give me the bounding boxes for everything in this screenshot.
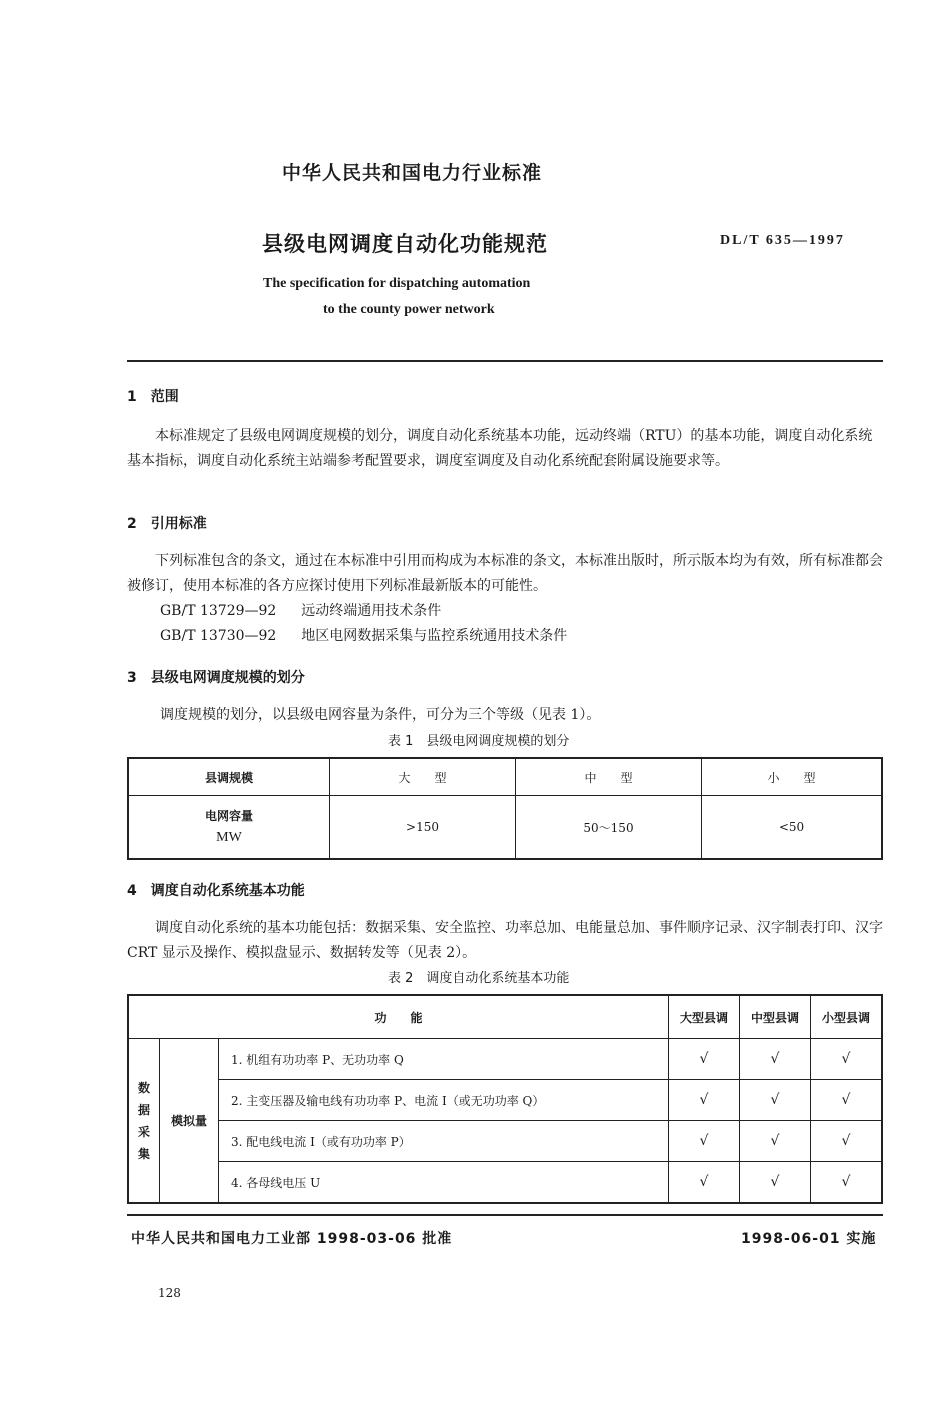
check-mark: √ <box>740 1039 811 1080</box>
table-cell: 2. 主变压器及输电线有功功率 P、电流 I（或无功功率 Q） <box>219 1080 669 1121</box>
table-cell: <50 <box>702 796 883 860</box>
table-cell: 1. 机组有功功率 P、无功功率 Q <box>219 1039 669 1080</box>
table-cell: >150 <box>330 796 516 860</box>
check-mark: √ <box>811 1080 883 1121</box>
group-label: 数据采集 <box>137 1080 150 1161</box>
issuing-organization: 中华人民共和国电力行业标准 <box>282 162 543 184</box>
table-header-cell: 县调规模 <box>128 758 330 796</box>
check-mark: √ <box>669 1121 740 1162</box>
footer-rule <box>127 1214 883 1216</box>
table-header-cell: 中型县调 <box>740 995 811 1039</box>
table-header-cell: 小 型 <box>702 758 883 796</box>
english-title-line-2: to the county power network <box>323 302 495 317</box>
section-1-heading: 1 范围 <box>127 389 179 405</box>
row-label-line-2: MW <box>216 830 242 845</box>
section-3-body: 调度规模的划分，以县级电网容量为条件，可分为三个等级（见表 1）。 <box>160 707 601 723</box>
table-header-cell: 大 型 <box>330 758 516 796</box>
implementation-date: 1998-06-01 实施 <box>741 1231 877 1247</box>
section-2-heading: 2 引用标准 <box>127 516 207 532</box>
reference-name: 远动终端通用技术条件 <box>301 603 442 619</box>
page-number: 128 <box>158 1286 181 1300</box>
table-2 <box>127 994 883 1204</box>
row-label-line-1: 电网容量 <box>204 809 253 823</box>
section-2-body: 下列标准包含的条文，通过在本标准中引用而构成为本标准的条文，本标准出版时，所示版本均为有效，所有标准都会被修订，使用本标准的各方应探讨使用下列标准最新版本的可能性。 <box>127 553 883 594</box>
check-mark: √ <box>811 1162 883 1204</box>
table-header-cell: 大型县调 <box>669 995 740 1039</box>
check-mark: √ <box>740 1121 811 1162</box>
reference-code: GB/T 13730—92 <box>160 628 277 644</box>
check-mark: √ <box>669 1162 740 1204</box>
section-4-heading: 4 调度自动化系统基本功能 <box>127 883 305 899</box>
section-3-heading: 3 县级电网调度规模的划分 <box>127 670 305 686</box>
document-title: 县级电网调度自动化功能规范 <box>262 232 548 256</box>
table-header-cell: 小型县调 <box>811 995 883 1039</box>
reference-code: GB/T 13729—92 <box>160 603 277 619</box>
check-mark: √ <box>740 1162 811 1204</box>
check-mark: √ <box>811 1121 883 1162</box>
table-header-cell: 功 能 <box>128 995 669 1039</box>
standard-code: DL/T 635—1997 <box>720 233 845 248</box>
english-title-line-1: The specification for dispatching automation <box>263 276 531 291</box>
check-mark: √ <box>669 1039 740 1080</box>
table-row-label <box>128 796 330 860</box>
check-mark: √ <box>811 1039 883 1080</box>
table-cell: 50～150 <box>516 796 702 860</box>
header-rule <box>127 360 883 362</box>
check-mark: √ <box>669 1080 740 1121</box>
table-cell: 3. 配电线电流 I（或有功功率 P） <box>219 1121 669 1162</box>
reference-name: 地区电网数据采集与监控系统通用技术条件 <box>301 628 568 644</box>
approval-line: 中华人民共和国电力工业部 1998-03-06 批准 <box>131 1231 453 1247</box>
reference-item <box>160 624 567 649</box>
table-2-caption: 表 2 调度自动化系统基本功能 <box>388 971 570 986</box>
check-mark: √ <box>740 1080 811 1121</box>
table-header-cell: 中 型 <box>516 758 702 796</box>
table-cell: 4. 各母线电压 U <box>219 1162 669 1204</box>
reference-item <box>160 599 441 624</box>
section-4-body: 调度自动化系统的基本功能包括：数据采集、安全监控、功率总加、电能量总加、事件顺序记录、汉字制表打印、汉字 CRT 显示及操作、模拟盘显示、数据转发等（见表 2）。 <box>127 920 883 961</box>
table-1 <box>127 757 883 860</box>
subgroup-cell: 模拟量 <box>160 1039 219 1204</box>
section-1-body: 本标准规定了县级电网调度规模的划分，调度自动化系统基本功能，远动终端（RTU）的基本功能，调度自动化系统基本指标，调度自动化系统主站端参考配置要求，调度室调度及自动化系统配套附属设施要求等。 <box>127 428 873 469</box>
group-cell <box>128 1039 160 1204</box>
table-1-caption: 表 1 县级电网调度规模的划分 <box>388 734 570 749</box>
